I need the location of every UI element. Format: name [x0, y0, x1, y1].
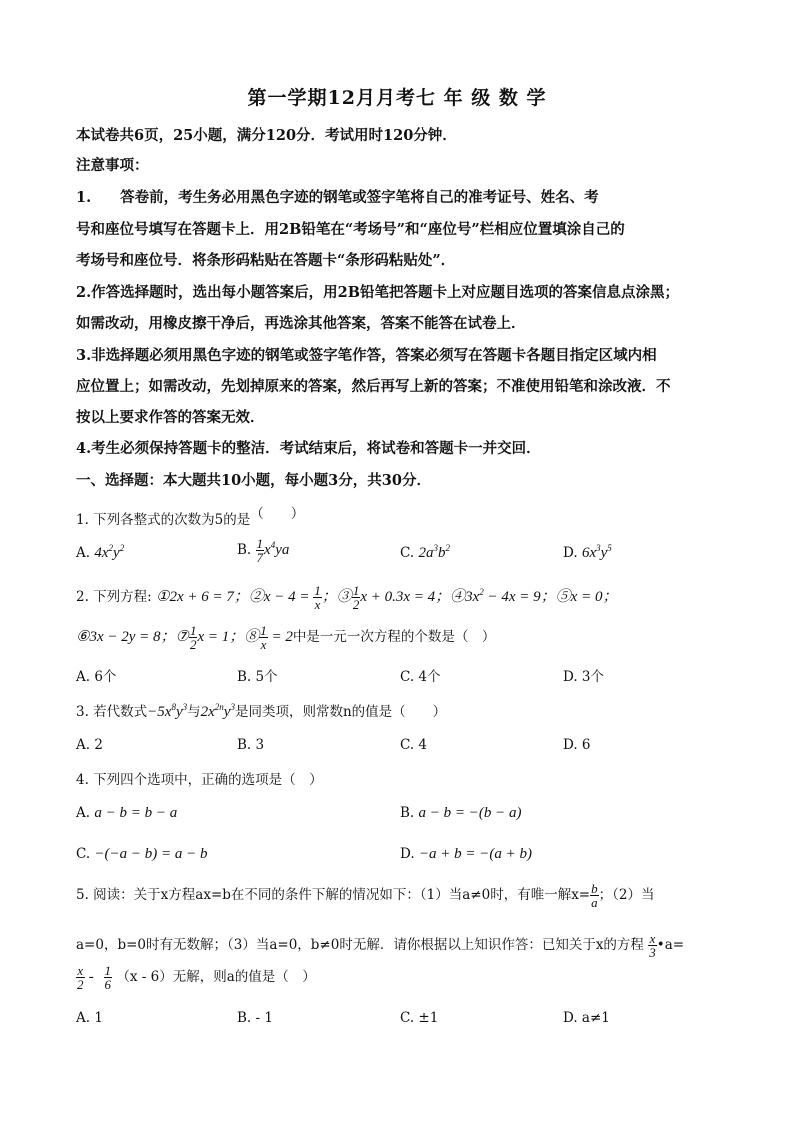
q3-option-c: C. 4: [400, 737, 428, 753]
question-1-stem: [76, 508, 304, 528]
q3-option-d: D. 6: [563, 737, 591, 753]
q1-option-a: A. $4x^2y^2$: [76, 543, 125, 561]
q1-option-b: B. $\frac{1}{7}$ $x^4ya$: [237, 536, 290, 565]
notice-line: 1. 答卷前，考生务必用黑色字迹的钢笔或签字笔将自己的准考证号、姓名、考: [76, 189, 599, 206]
question-3-stem: 3. 若代数式$-5x^8y^3$与$2x^{2n}y^3$是同类项，则常数n的值是（ ）: [76, 702, 447, 720]
question-4-stem: 4. 下列四个选项中，正确的选项是（ ）: [76, 772, 323, 788]
q2-option-a: A. 6个: [76, 669, 117, 685]
notice-line: 4.考生必须保持答题卡的整洁．考试结束后，将试卷和答题卡一并交回．: [76, 440, 541, 457]
q1-option-d: D. $6x^3y^5$: [563, 543, 612, 561]
exam-intro: 本试卷共6页，25小题，满分120分．考试用时120分钟．: [76, 127, 457, 144]
section-heading: 一、选择题：本大题共10小题，每小题3分，共30分．: [76, 472, 431, 489]
q5-option-d: D. a≠1: [563, 1010, 610, 1026]
question-5-line-2: a=0，b=0时有无数解；（3）当a=0，b≠0时无解．请你根据以上知识作答：已知关于x的方程 $\frac{x}{3}$ •a=: [76, 931, 685, 960]
notice-line: 2.作答选择题时，选出每小题答案后，用2B铅笔把答题卡上对应题目选项的答案信息点涂黑；: [76, 284, 679, 301]
notice-line: 应位置上；如需改动，先划掉原来的答案，然后再写上新的答案；不准使用铅笔和涂改液．不: [76, 378, 671, 395]
q5-option-b: B. - 1: [237, 1010, 273, 1026]
exam-title: 第一学期12月月考七 年 级 数 学: [247, 87, 547, 109]
q4-option-a: A. a − b = b − a: [76, 805, 178, 821]
q4-option-c: C. −(−a − b) = a − b: [76, 846, 208, 862]
q5-option-c: C. ±1: [400, 1010, 439, 1026]
question-2-stem: 2. 下列方程: ①2x + 6 = 7；②x − 4 = $\frac{1}{x}$ ；③ $\frac{1}{2}$ x + 0.3x = 4；$④3x^2 - 4x = 9$；⑤x = 0；: [76, 583, 618, 612]
q4-option-b: B. a − b = −(b − a): [400, 805, 522, 821]
q1-option-c: C. $2a^3b^2$: [400, 543, 450, 561]
q2-option-d: D. 3个: [563, 669, 605, 685]
q2-option-b: B. 5个: [237, 669, 278, 685]
q3-option-a: A. 2: [76, 737, 103, 753]
q5-option-a: A. 1: [76, 1010, 103, 1026]
q4-option-d: D. −a + b = −(a + b): [400, 846, 533, 862]
q3-option-b: B. 3: [237, 737, 265, 753]
question-5-line-1: 5. 阅读：关于x方程ax=b在不同的条件下解的情况如下：（1）当a≠0时，有唯一解x= $\frac{b}{a}$ ；（2）当: [76, 881, 655, 910]
q2-option-c: C. 4个: [400, 669, 441, 685]
answer-paren: （ ）: [250, 506, 305, 522]
question-2-stem-cont: ⑥3x − 2y = 8；⑦ $\frac{1}{2}$ x = 1；⑧ $\frac{1}{x}$ = 2中是一元一次方程的个数是（ ）: [76, 623, 496, 652]
question-stem-text: 1. 下列各整式的次数为5的是: [76, 512, 251, 528]
notice-line: 如需改动，用橡皮擦干净后，再选涂其他答案，答案不能答在试卷上．: [76, 315, 526, 332]
notice-heading: 注意事项：: [76, 157, 149, 174]
notice-line: 按以上要求作答的答案无效．: [76, 409, 265, 426]
notice-line: 号和座位号填写在答题卡上．用2B铅笔在“考场号”和“座位号”栏相应位置填涂自己的: [76, 221, 625, 238]
question-5-line-3: $\frac{x}{2}$ - $\frac{1}{6}$ （x - 6）无解，则a的值是（ ）: [77, 963, 316, 992]
notice-line: 3.非选择题必须用黑色字迹的钢笔或签字笔作答，答案必须写在答题卡各题目指定区域内相: [76, 347, 657, 364]
notice-line: 考场号和座位号．将条形码粘贴在答题卡“条形码粘贴处”．: [76, 252, 456, 269]
